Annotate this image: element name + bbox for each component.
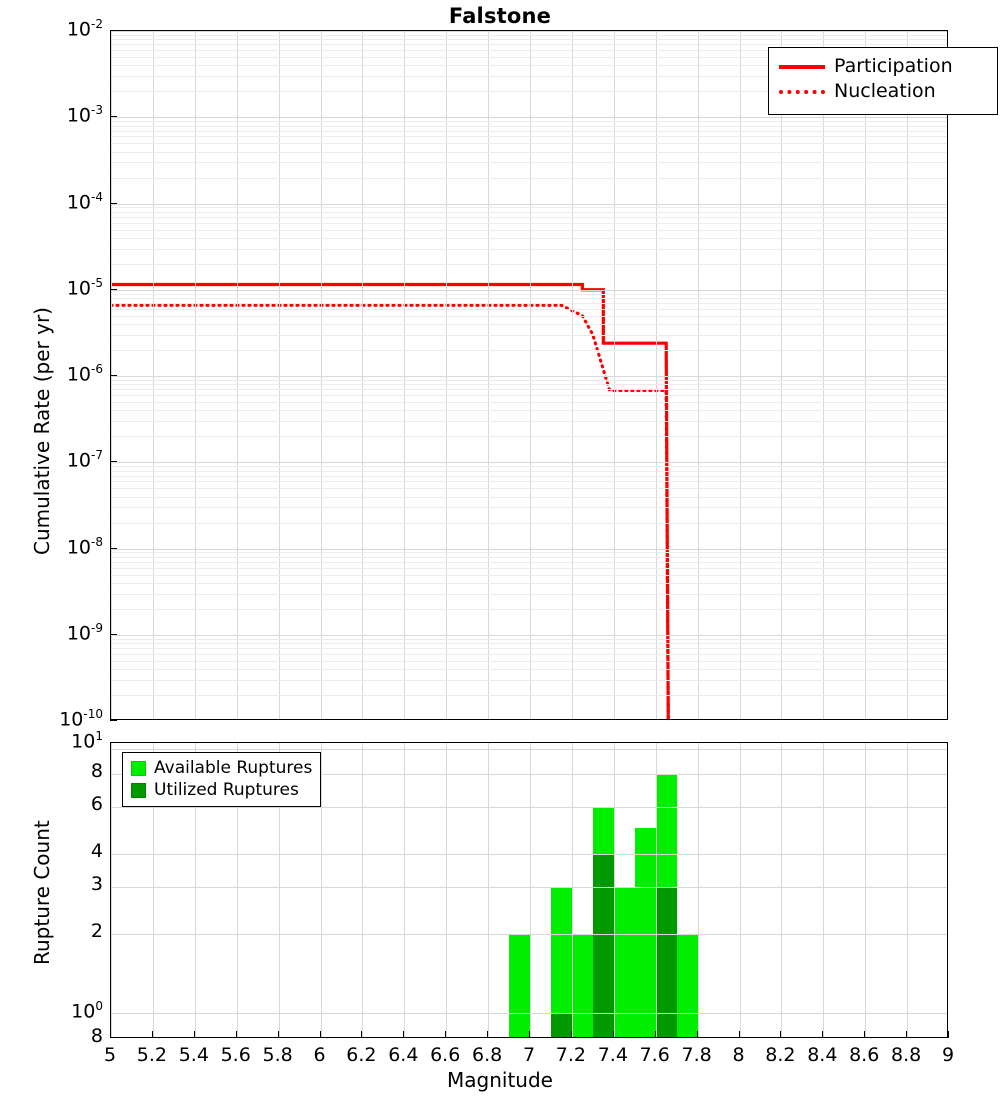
y-tick-label: $10^{-3}$ <box>66 103 103 127</box>
y-tick-label: 8 <box>90 1025 103 1047</box>
gridline-horizontal <box>111 635 947 636</box>
gridline-vertical <box>907 31 908 719</box>
gridline-vertical <box>865 743 866 1037</box>
gridline-vertical <box>740 31 741 719</box>
legend-label: Participation <box>834 55 953 77</box>
gridline-minor <box>111 316 947 317</box>
legend-item-participation <box>779 54 987 79</box>
gridline-vertical <box>446 743 447 1037</box>
bar-utilized <box>551 1013 572 1038</box>
dotted-line-icon <box>779 90 825 94</box>
x-axis-title: Magnitude <box>447 1068 553 1092</box>
legend-top <box>768 47 998 115</box>
gridline-vertical <box>488 743 489 1037</box>
legend-item-utilized-ruptures <box>131 779 312 801</box>
gridline-minor <box>111 583 947 584</box>
y-axis-label-bottom: Rupture Count <box>30 820 54 965</box>
gridline-vertical <box>153 31 154 719</box>
x-tick-label: 6.6 <box>430 1044 461 1066</box>
x-tick-mark <box>948 1031 949 1038</box>
gridline-vertical <box>488 31 489 719</box>
gridline-vertical <box>823 31 824 719</box>
color-swatch-icon <box>131 783 146 798</box>
gridline-minor <box>111 421 947 422</box>
y-tick-label: $10^{-9}$ <box>66 620 103 645</box>
gridline-horizontal <box>111 549 947 550</box>
bar-available <box>572 934 593 1038</box>
gridline-vertical <box>446 31 447 719</box>
gridline-minor <box>111 497 947 498</box>
gridline-vertical <box>823 743 824 1037</box>
gridline-minor <box>111 39 947 40</box>
gridline-horizontal <box>111 31 947 32</box>
gridline-minor <box>111 557 947 558</box>
gridline-horizontal <box>111 749 947 750</box>
gridline-vertical <box>404 31 405 719</box>
gridline-minor <box>111 476 947 477</box>
gridline-minor <box>111 384 947 385</box>
x-tick-label: 8.4 <box>807 1044 838 1066</box>
gridline-minor <box>111 44 947 45</box>
gridline-minor <box>111 35 947 36</box>
gridline-minor <box>111 230 947 231</box>
bar-utilized <box>656 887 677 1038</box>
gridline-minor <box>111 126 947 127</box>
gridline-horizontal <box>111 934 947 935</box>
gridline-horizontal <box>111 887 947 888</box>
cumulative-rate-plot <box>110 30 948 720</box>
gridline-minor <box>111 575 947 576</box>
gridline-minor <box>111 303 947 304</box>
gridline-minor <box>111 402 947 403</box>
bar-utilized <box>593 854 614 1038</box>
gridline-minor <box>111 212 947 213</box>
gridline-horizontal <box>111 204 947 205</box>
gridline-minor <box>111 466 947 467</box>
gridline-vertical <box>740 743 741 1037</box>
bar-available <box>677 934 698 1038</box>
gridline-vertical <box>237 31 238 719</box>
x-tick-label: 6.4 <box>388 1044 419 1066</box>
gridline-minor <box>111 680 947 681</box>
gridline-minor <box>111 136 947 137</box>
gridline-vertical <box>656 31 657 719</box>
y-tick-label: 4 <box>90 839 103 862</box>
gridline-vertical <box>530 31 531 719</box>
gridline-vertical <box>614 31 615 719</box>
y-tick-label: 3 <box>90 873 103 896</box>
x-tick-label: 7 <box>522 1044 536 1066</box>
gridline-minor <box>111 217 947 218</box>
y-tick-label: $10^{-4}$ <box>66 189 103 213</box>
gridline-minor <box>111 309 947 310</box>
gridline-minor <box>111 131 947 132</box>
gridline-horizontal <box>111 117 947 118</box>
legend-label: Utilized Ruptures <box>154 779 299 800</box>
x-tick-label: 5.6 <box>220 1044 251 1066</box>
gridline-minor <box>111 324 947 325</box>
gridline-vertical <box>362 743 363 1037</box>
gridline-minor <box>111 223 947 224</box>
gridline-minor <box>111 249 947 250</box>
gridline-vertical <box>111 31 112 719</box>
gridline-minor <box>111 609 947 610</box>
legend-item-available-ruptures <box>131 757 312 779</box>
gridline-vertical <box>572 31 573 719</box>
gridline-vertical <box>614 743 615 1037</box>
gridline-vertical <box>195 31 196 719</box>
bar-available <box>614 887 635 1038</box>
gridline-minor <box>111 568 947 569</box>
x-tick-label: 8.2 <box>765 1044 796 1066</box>
gridline-vertical <box>279 31 280 719</box>
gridline-minor <box>111 523 947 524</box>
y-tick-label: $10^{-10}$ <box>59 707 103 731</box>
gridline-vertical <box>362 31 363 719</box>
gridline-minor <box>111 695 947 696</box>
y-tick-label: 8 <box>90 760 103 783</box>
y-tick-label: $10^0$ <box>71 999 103 1023</box>
y-tick-label: $10^{-2}$ <box>66 17 103 41</box>
gridline-vertical <box>656 743 657 1037</box>
gridline-minor <box>111 207 947 208</box>
x-tick-label: 7.2 <box>555 1044 586 1066</box>
gridline-minor <box>111 294 947 295</box>
x-tick-label: 5.2 <box>136 1044 167 1066</box>
x-tick-label: 6.2 <box>346 1044 377 1066</box>
gridline-minor <box>111 389 947 390</box>
y-tick-label: $10^{-8}$ <box>66 534 103 558</box>
y-tick-label: $10^{-7}$ <box>66 448 103 472</box>
gridline-minor <box>111 594 947 595</box>
gridline-minor <box>111 661 947 662</box>
bar-available <box>509 934 530 1038</box>
gridline-vertical <box>111 743 112 1037</box>
y-tick-label: 2 <box>90 919 103 942</box>
gridline-vertical <box>781 743 782 1037</box>
legend-item-nucleation <box>779 79 987 104</box>
legend-label: Available Ruptures <box>154 757 313 778</box>
gridline-vertical <box>781 31 782 719</box>
y-tick-mark <box>110 720 117 721</box>
gridline-minor <box>111 162 947 163</box>
x-tick-label: 7.8 <box>681 1044 712 1066</box>
gridline-minor <box>111 238 947 239</box>
gridline-horizontal <box>111 1013 947 1014</box>
gridline-minor <box>111 121 947 122</box>
gridline-vertical <box>530 743 531 1037</box>
gridline-minor <box>111 507 947 508</box>
gridline-minor <box>111 264 947 265</box>
gridline-horizontal <box>111 807 947 808</box>
x-tick-label: 6 <box>313 1044 326 1066</box>
x-tick-label: 5.4 <box>178 1044 209 1066</box>
solid-line-icon <box>779 65 825 69</box>
gridline-minor <box>111 648 947 649</box>
y-tick-label: $10^1$ <box>71 729 103 753</box>
gridline-vertical <box>321 31 322 719</box>
gridline-minor <box>111 639 947 640</box>
x-tick-label: 7.6 <box>639 1044 670 1066</box>
x-tick-label: 9 <box>941 1044 955 1066</box>
gridline-minor <box>111 436 947 437</box>
color-swatch-icon <box>131 761 146 776</box>
gridline-minor <box>111 350 947 351</box>
x-tick-label: 5 <box>103 1044 117 1066</box>
gridline-minor <box>111 298 947 299</box>
gridline-minor <box>111 552 947 553</box>
x-tick-label: 8.6 <box>849 1044 880 1066</box>
gridline-vertical <box>572 743 573 1037</box>
gridline-vertical <box>907 743 908 1037</box>
x-tick-label: 6.8 <box>471 1044 503 1066</box>
y-tick-label: 6 <box>90 793 103 816</box>
gridline-minor <box>111 335 947 336</box>
gridline-minor <box>111 152 947 153</box>
gridline-vertical <box>404 743 405 1037</box>
gridline-horizontal <box>111 462 947 463</box>
gridline-minor <box>111 143 947 144</box>
x-tick-label: 7.4 <box>597 1044 628 1066</box>
gridline-minor <box>111 643 947 644</box>
gridline-minor <box>111 380 947 381</box>
x-tick-label: 5.8 <box>262 1044 293 1066</box>
y-axis-label-top: Cumulative Rate (per yr) <box>30 307 54 555</box>
gridline-vertical <box>865 31 866 719</box>
legend-label: Nucleation <box>834 80 936 102</box>
page-title: Falstone <box>448 4 552 28</box>
gridline-horizontal <box>111 376 947 377</box>
legend-bottom <box>122 752 321 807</box>
gridline-vertical <box>698 743 699 1037</box>
gridline-horizontal <box>111 854 947 855</box>
y-tick-label: $10^{-5}$ <box>66 275 103 300</box>
x-tick-label: 8 <box>732 1044 745 1066</box>
gridline-minor <box>111 410 947 411</box>
gridline-minor <box>111 481 947 482</box>
gridline-minor <box>111 488 947 489</box>
gridline-minor <box>111 562 947 563</box>
x-tick-label: 8.8 <box>890 1044 922 1066</box>
gridline-minor <box>111 654 947 655</box>
gridline-minor <box>111 669 947 670</box>
gridline-horizontal <box>111 290 947 291</box>
gridline-vertical <box>698 31 699 719</box>
gridline-minor <box>111 395 947 396</box>
gridline-minor <box>111 471 947 472</box>
gridline-minor <box>111 178 947 179</box>
y-tick-label: $10^{-6}$ <box>66 362 103 386</box>
